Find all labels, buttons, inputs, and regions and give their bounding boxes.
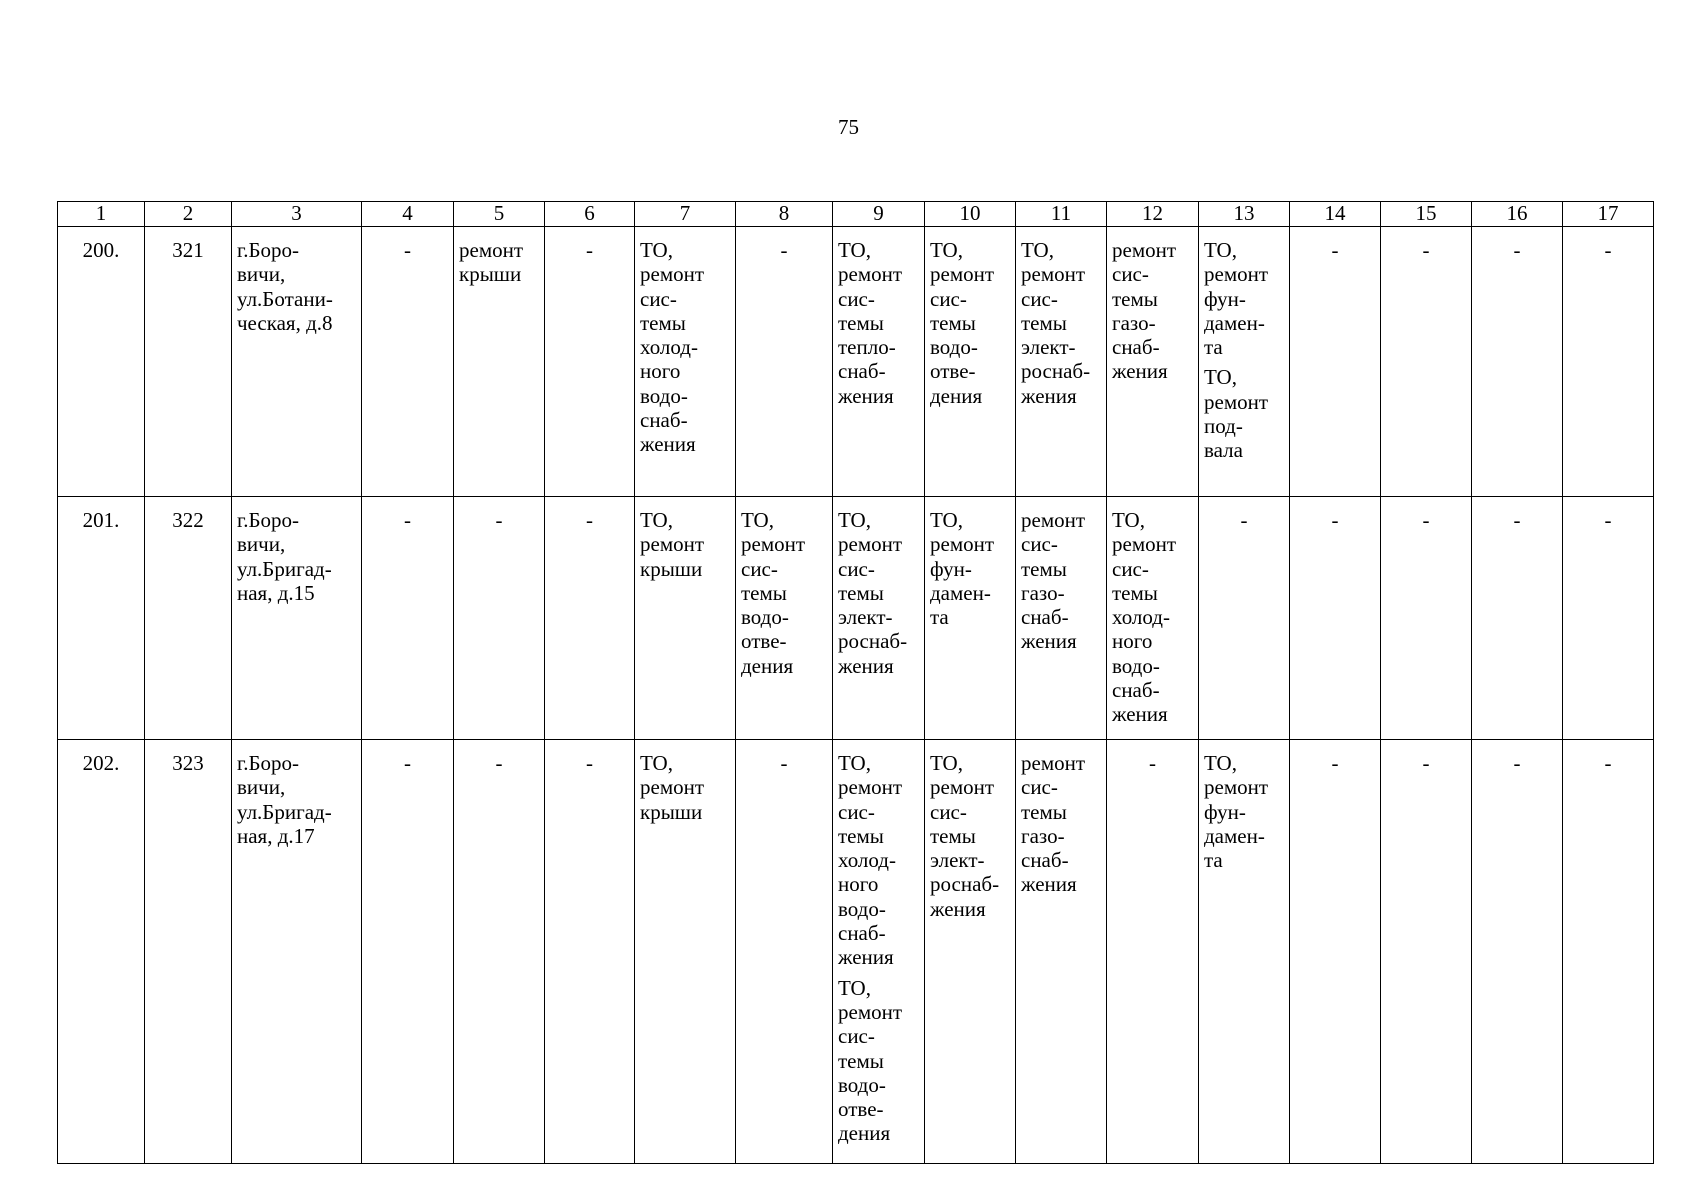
cell-text-line: отве- [930, 359, 976, 384]
cell-text-line: темы [838, 310, 884, 335]
column-header-3: 3 [232, 202, 362, 227]
cell-text-line: ТО, [1204, 751, 1237, 775]
cell-text-block [838, 238, 922, 408]
column-header-5: 5 [454, 202, 545, 227]
cell-text-line: жения [1021, 629, 1077, 654]
cell-text-line: фун- [1204, 799, 1246, 824]
cell-text-line: сис- [838, 799, 875, 824]
cell-text-line: ного [1112, 629, 1153, 654]
table-cell: - [362, 497, 454, 740]
cell-text-line: вичи, [237, 532, 286, 557]
cell-text-line: ческая, д.8 [237, 310, 333, 335]
cell-text-line: жения [930, 896, 986, 921]
cell-text-line: жения [640, 432, 696, 457]
cell-text-line: сис- [838, 556, 875, 581]
cell-text-block [237, 508, 359, 605]
cell-text-line: темы [838, 580, 884, 605]
cell-text-line: ремонт [640, 532, 705, 557]
cell-text-line: темы [930, 310, 976, 335]
cell-text-line: снаб- [1112, 335, 1160, 360]
table-cell: - [1381, 740, 1472, 1164]
cell-text-line: водо- [741, 605, 789, 630]
cell-text-line: газо- [1112, 310, 1156, 335]
column-header-8: 8 [736, 202, 833, 227]
table-cell [1199, 227, 1290, 497]
cell-text-line: под- [1204, 414, 1243, 439]
table-cell: - [545, 740, 635, 1164]
table-cell [925, 740, 1016, 1164]
table-cell: - [1381, 227, 1472, 497]
cell-text-line: ремонт [838, 775, 903, 800]
cell-text-line: ТО, [640, 508, 673, 532]
cell-text-line: холод- [1112, 605, 1170, 630]
cell-text-line: отве- [741, 629, 787, 654]
cell-text-line: ремонт [1021, 751, 1086, 775]
cell-text-block [930, 508, 1013, 629]
cell-text-line: ремонт [1021, 508, 1086, 532]
cell-text-line: ТО, [838, 238, 871, 262]
cell-text-line: темы [1021, 310, 1067, 335]
cell-text-line: дения [838, 1121, 891, 1146]
cell-text-line: ТО, [1112, 508, 1145, 532]
column-header-14: 14 [1290, 202, 1381, 227]
table-cell [1199, 740, 1290, 1164]
table-cell: - [1199, 497, 1290, 740]
cell-text-line: ТО, [1021, 238, 1054, 262]
works-table [57, 201, 1654, 1164]
table-cell [1016, 497, 1107, 740]
column-header-7: 7 [635, 202, 736, 227]
table-cell: - [454, 740, 545, 1164]
cell-text-line: жения [838, 383, 894, 408]
cell-text-line: водо- [838, 896, 886, 921]
cell-text-block [1204, 365, 1287, 462]
cell-text-line: ремонт [741, 532, 806, 557]
table-row [58, 227, 1654, 497]
table-cell: 202. [58, 740, 145, 1164]
cell-text-line: сис- [930, 286, 967, 311]
cell-text-line: вичи, [237, 775, 286, 800]
cell-text-line: холод- [640, 335, 698, 360]
cell-text-line: ТО, [741, 508, 774, 532]
cell-text-line: сис- [1021, 286, 1058, 311]
cell-text-line: ного [838, 872, 879, 897]
table-cell: 323 [145, 740, 232, 1164]
table-cell [1107, 497, 1199, 740]
cell-text-block [838, 508, 922, 678]
table-cell [925, 227, 1016, 497]
cell-text-line: сис- [930, 799, 967, 824]
cell-text-line: ТО, [838, 751, 871, 775]
table-row [58, 497, 1654, 740]
cell-text-line: роснаб- [1021, 359, 1091, 384]
cell-text-block [930, 238, 1013, 408]
cell-text-block [838, 976, 922, 1146]
cell-text-line: водо- [838, 1072, 886, 1097]
table-cell: - [545, 497, 635, 740]
cell-text-block [1112, 238, 1196, 384]
cell-text-line: сис- [1112, 262, 1149, 287]
cell-text-line: ул.Бригад- [237, 799, 332, 824]
cell-text-line: ул.Ботани- [237, 286, 333, 311]
cell-text-line: снаб- [640, 408, 688, 433]
cell-text-line: ремонт [1112, 532, 1177, 557]
cell-text-line: ремонт [930, 775, 995, 800]
cell-text-line: отве- [838, 1097, 884, 1122]
table-row [58, 740, 1654, 1164]
cell-text-line: ного [640, 359, 681, 384]
table-cell: - [1107, 740, 1199, 1164]
header-row [58, 202, 1654, 227]
cell-text-line: ремонт [1112, 238, 1177, 262]
cell-text-line: сис- [1021, 532, 1058, 557]
column-header-15: 15 [1381, 202, 1472, 227]
cell-text-line: г.Боро- [237, 508, 300, 532]
table-cell: - [1290, 497, 1381, 740]
column-header-13: 13 [1199, 202, 1290, 227]
table-cell [635, 740, 736, 1164]
cell-text-line: фун- [1204, 286, 1246, 311]
table-cell: - [362, 227, 454, 497]
cell-text-line: ремонт [930, 262, 995, 287]
cell-text-line: дамен- [1204, 823, 1265, 848]
table-cell [833, 497, 925, 740]
cell-text-line: темы [1021, 799, 1067, 824]
cell-text-line: дамен- [930, 580, 991, 605]
cell-text-block [459, 238, 542, 287]
cell-text-line: ТО, [838, 975, 871, 1000]
cell-text-block [1021, 751, 1104, 897]
cell-text-line: жения [1112, 359, 1168, 384]
cell-text-line: г.Боро- [237, 751, 300, 775]
cell-text-line: темы [1021, 556, 1067, 581]
cell-text-line: темы [1112, 580, 1158, 605]
cell-text-line: ремонт [838, 262, 903, 287]
cell-text-line: вала [1204, 438, 1243, 463]
cell-text-block [237, 238, 359, 335]
cell-text-line: темы [838, 1048, 884, 1073]
cell-text-line: водо- [930, 335, 978, 360]
cell-text-line: ТО, [640, 751, 673, 775]
cell-text-line: роснаб- [930, 872, 1000, 897]
table-cell: - [736, 227, 833, 497]
table-cell: 200. [58, 227, 145, 497]
cell-text-line: темы [1112, 286, 1158, 311]
cell-text-line: холод- [838, 848, 896, 873]
cell-text-line: ная, д.17 [237, 823, 315, 848]
cell-text-line: темы [640, 310, 686, 335]
cell-text-line: ремонт [930, 532, 995, 557]
cell-text-line: снаб- [838, 359, 886, 384]
table-cell: - [1563, 497, 1654, 740]
cell-text-line: газо- [1021, 823, 1065, 848]
column-header-1: 1 [58, 202, 145, 227]
column-header-9: 9 [833, 202, 925, 227]
cell-text-line: та [1204, 848, 1223, 873]
cell-text-line: ТО, [930, 751, 963, 775]
cell-text-block [741, 508, 830, 678]
cell-text-line: снаб- [1021, 605, 1069, 630]
cell-text-line: жения [1112, 702, 1168, 727]
table-cell: - [1472, 740, 1563, 1164]
table-cell [232, 227, 362, 497]
column-header-12: 12 [1107, 202, 1199, 227]
cell-text-line: газо- [1021, 580, 1065, 605]
cell-text-block [237, 751, 359, 848]
column-header-2: 2 [145, 202, 232, 227]
cell-text-line: ТО, [930, 238, 963, 262]
cell-text-line: та [930, 605, 949, 630]
table-cell: - [454, 497, 545, 740]
cell-text-line: г.Боро- [237, 238, 300, 262]
table-cell [833, 740, 925, 1164]
cell-text-block [1204, 751, 1287, 872]
cell-text-line: сис- [838, 286, 875, 311]
table-cell [635, 227, 736, 497]
cell-text-block [930, 751, 1013, 921]
cell-text-block [1021, 508, 1104, 654]
cell-text-line: роснаб- [838, 629, 908, 654]
cell-text-line: дения [930, 383, 983, 408]
cell-text-line: снаб- [838, 921, 886, 946]
table-cell: 322 [145, 497, 232, 740]
table-cell: - [1290, 227, 1381, 497]
cell-text-line: крыши [459, 262, 522, 287]
table-cell: - [1472, 497, 1563, 740]
cell-text-line: ТО, [838, 508, 871, 532]
cell-text-line: крыши [640, 799, 703, 824]
table-cell [1016, 227, 1107, 497]
column-header-17: 17 [1563, 202, 1654, 227]
cell-text-line: сис- [741, 556, 778, 581]
cell-text-line: сис- [1112, 556, 1149, 581]
cell-text-line: ремонт [640, 262, 705, 287]
cell-text-line: водо- [1112, 653, 1160, 678]
cell-text-block [640, 238, 733, 457]
cell-text-line: крыши [640, 556, 703, 581]
column-header-6: 6 [545, 202, 635, 227]
table-cell: - [1563, 740, 1654, 1164]
cell-text-line: дения [741, 653, 794, 678]
cell-text-line: ремонт [1021, 262, 1086, 287]
cell-text-line: ремонт [1204, 775, 1269, 800]
cell-text-line: элект- [930, 848, 985, 873]
table-cell [454, 227, 545, 497]
cell-text-line: сис- [838, 1024, 875, 1049]
cell-text-line: жения [838, 653, 894, 678]
cell-text-line: ремонт [459, 238, 524, 262]
cell-text-line: ная, д.15 [237, 580, 315, 605]
cell-text-line: ТО, [640, 238, 673, 262]
cell-text-block [640, 751, 733, 824]
page-number: 75 [838, 115, 859, 139]
cell-text-line: ТО, [1204, 365, 1237, 390]
cell-text-line: жения [1021, 872, 1077, 897]
cell-text-line: снаб- [1112, 678, 1160, 703]
table-cell [736, 497, 833, 740]
cell-text-line: ТО, [930, 508, 963, 532]
table-cell: 321 [145, 227, 232, 497]
table-cell [635, 497, 736, 740]
cell-text-line: темы [741, 580, 787, 605]
cell-text-line: жения [838, 945, 894, 970]
table-cell: - [736, 740, 833, 1164]
table-cell [925, 497, 1016, 740]
cell-text-line: ремонт [838, 999, 903, 1024]
cell-text-line: темы [930, 823, 976, 848]
cell-text-block [1021, 238, 1104, 408]
table-cell [232, 497, 362, 740]
cell-text-line: ремонт [1204, 389, 1269, 414]
cell-text-line: сис- [640, 286, 677, 311]
cell-text-line: ремонт [838, 532, 903, 557]
cell-text-line: вичи, [237, 262, 286, 287]
cell-text-block [1204, 238, 1287, 359]
cell-text-line: та [1204, 335, 1223, 360]
table-cell [232, 740, 362, 1164]
table-cell: - [545, 227, 635, 497]
column-header-11: 11 [1016, 202, 1107, 227]
cell-text-line: ТО, [1204, 238, 1237, 262]
table-cell: - [362, 740, 454, 1164]
cell-text-line: элект- [1021, 335, 1076, 360]
table-cell [1016, 740, 1107, 1164]
cell-text-block [838, 751, 922, 970]
table-cell [1107, 227, 1199, 497]
cell-text-line: темы [838, 823, 884, 848]
table-cell: - [1290, 740, 1381, 1164]
cell-text-block [1112, 508, 1196, 727]
column-header-16: 16 [1472, 202, 1563, 227]
cell-text-line: дамен- [1204, 310, 1265, 335]
cell-text-line: снаб- [1021, 848, 1069, 873]
cell-text-block [640, 508, 733, 581]
table-cell: - [1472, 227, 1563, 497]
column-header-10: 10 [925, 202, 1016, 227]
column-header-4: 4 [362, 202, 454, 227]
cell-text-line: ремонт [640, 775, 705, 800]
cell-text-line: жения [1021, 383, 1077, 408]
table-body [58, 202, 1654, 1164]
cell-text-line: ремонт [1204, 262, 1269, 287]
table-cell: - [1563, 227, 1654, 497]
cell-text-line: элект- [838, 605, 893, 630]
cell-text-line: фун- [930, 556, 972, 581]
cell-text-line: тепло- [838, 335, 896, 360]
table-cell [833, 227, 925, 497]
cell-text-line: водо- [640, 383, 688, 408]
cell-text-line: ул.Бригад- [237, 556, 332, 581]
cell-text-line: сис- [1021, 775, 1058, 800]
table-cell: - [1381, 497, 1472, 740]
table-cell: 201. [58, 497, 145, 740]
